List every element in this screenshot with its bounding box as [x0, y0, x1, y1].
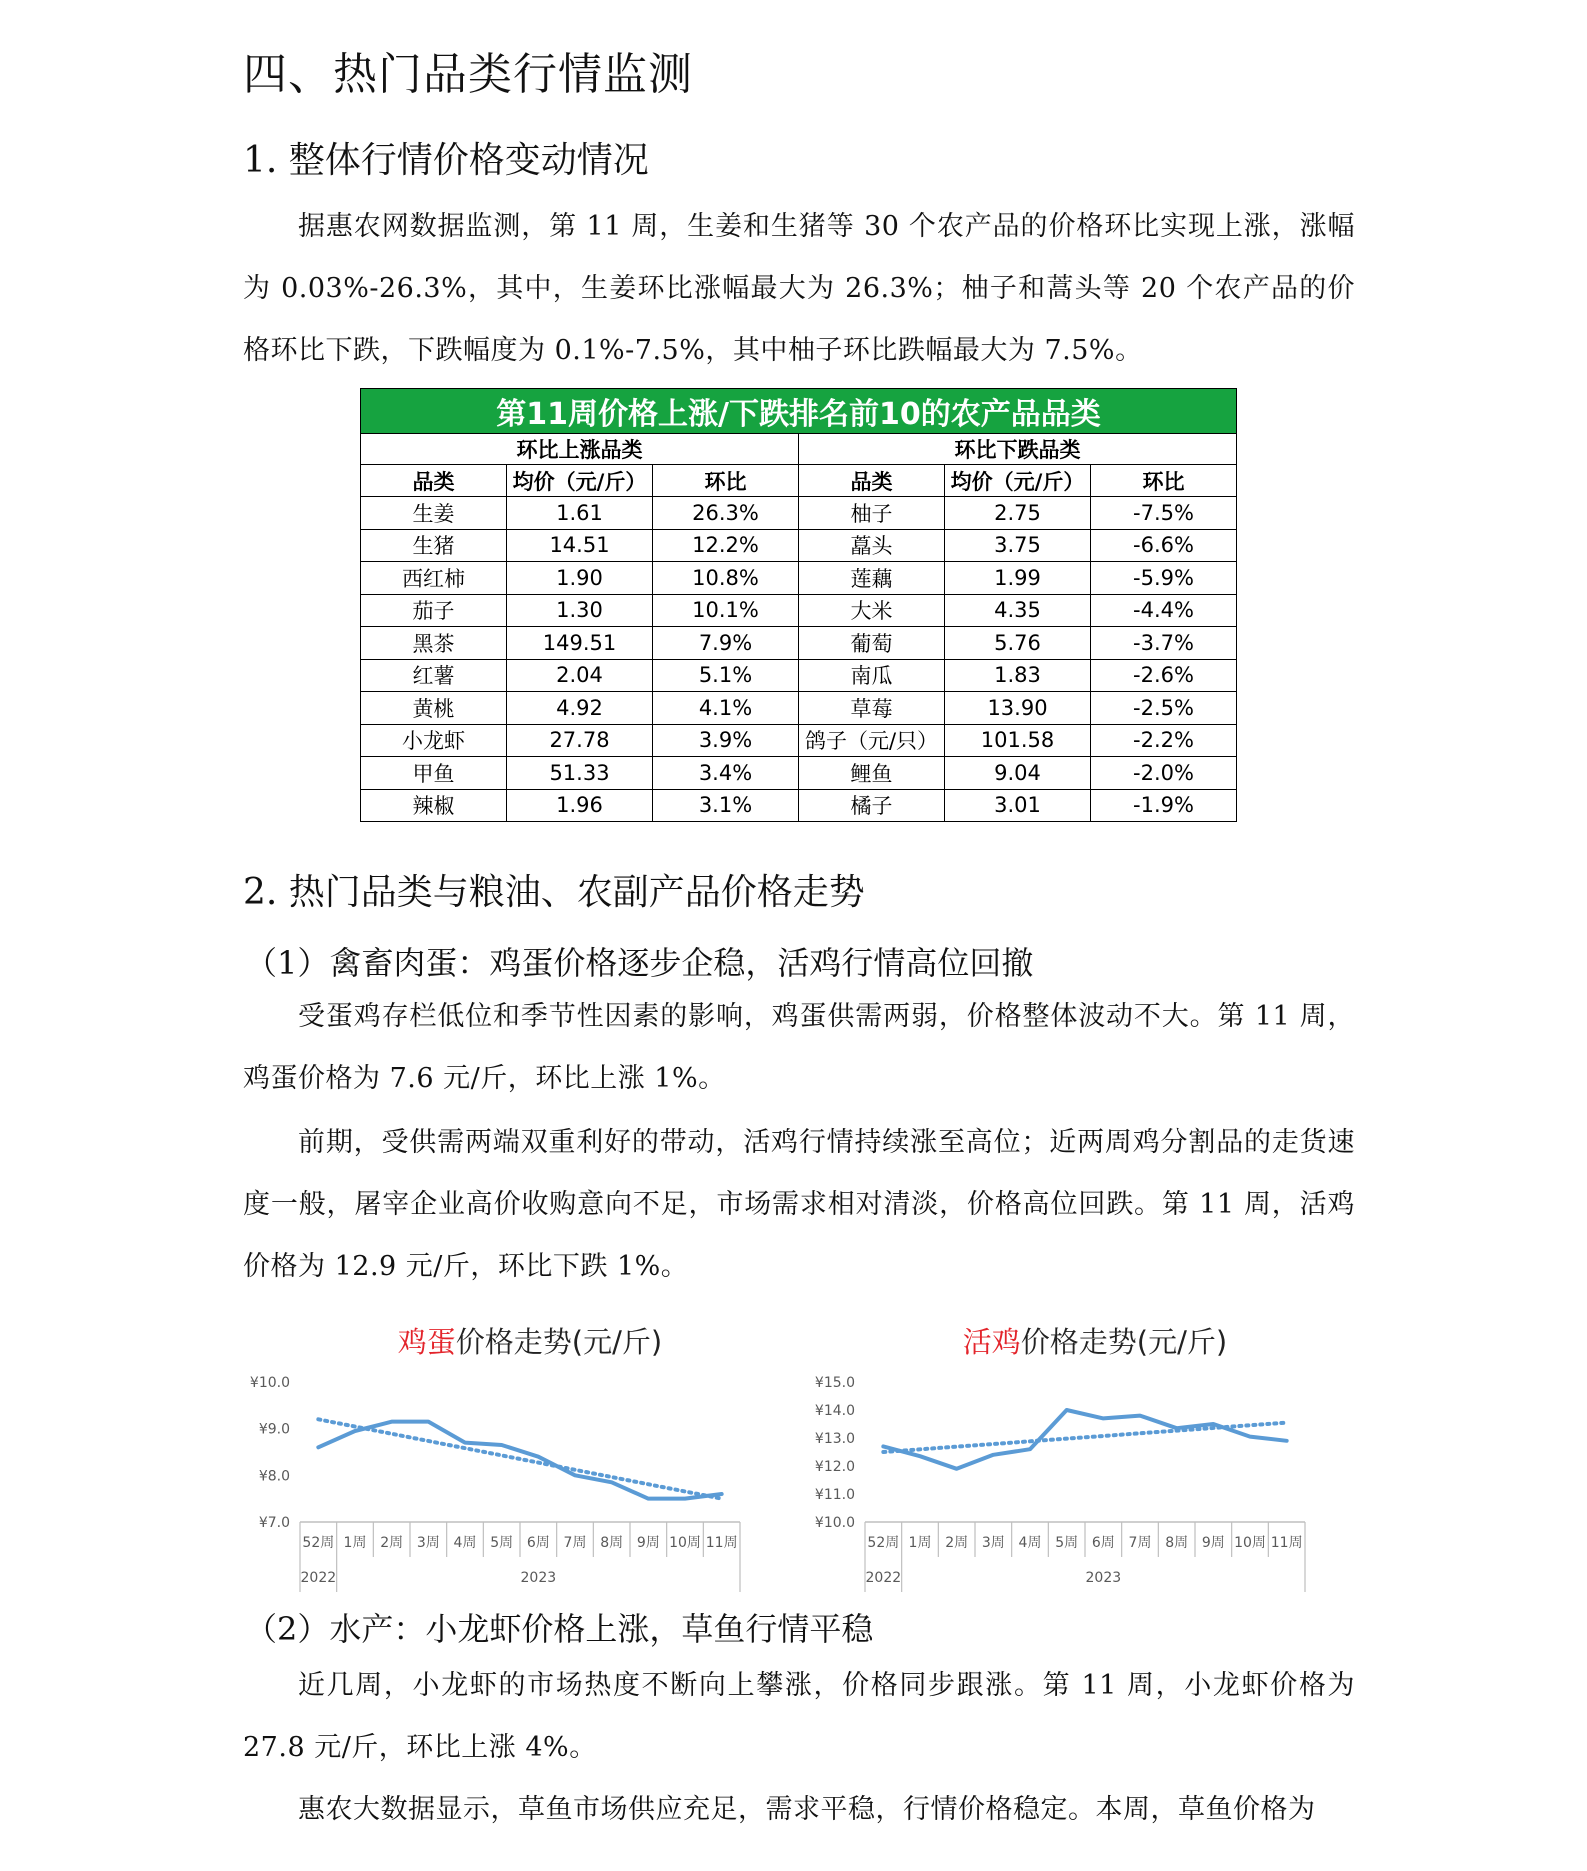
table-cell: -6.6%	[1091, 529, 1237, 562]
table-cell: 1.61	[507, 497, 653, 530]
table-cell: 生猪	[361, 529, 507, 562]
table-cell: 101.58	[945, 724, 1091, 757]
x-tick-label: 10周	[669, 1535, 701, 1551]
table-cell: 3.1%	[653, 789, 799, 822]
x-tick-label: 5周	[1055, 1535, 1079, 1551]
table-cell: 莲藕	[799, 562, 945, 595]
table-cell: 藠头	[799, 529, 945, 562]
table-row	[361, 562, 1237, 595]
table-cell: 鸽子（元/只）	[799, 724, 945, 757]
x-tick-label: 11周	[705, 1535, 738, 1551]
table-cell: 红薯	[361, 659, 507, 692]
series-line	[883, 1410, 1286, 1469]
column-header: 品类	[799, 465, 945, 497]
x-tick-label: 6周	[1091, 1535, 1115, 1551]
x-tick-label: 8周	[1165, 1535, 1189, 1551]
table-cell: 大米	[799, 594, 945, 627]
column-header: 均价（元/斤）	[507, 465, 653, 497]
data-point	[1249, 1435, 1252, 1438]
table-row	[361, 789, 1237, 822]
table-cell: -4.4%	[1091, 594, 1237, 627]
table-cell: 1.83	[945, 659, 1091, 692]
table-cell: 1.99	[945, 562, 1091, 595]
table-row	[361, 692, 1237, 725]
x-tick-label: 52周	[302, 1535, 335, 1551]
table-row	[361, 724, 1237, 757]
x-tick-label: 9周	[1201, 1535, 1225, 1551]
section1-paragraph: 据惠农网数据监测，第 11 周，生姜和生猪等 30 个农产品的价格环比实现上涨，涨幅为 0.03%-26.3%，其中，生姜环比涨幅最大为 26.3%；柚子和蒿头等 20 个农产品的价格环比下跌，下跌幅度为 0.1%-7.5%，其中柚子环比跌幅最大为 7.5%。	[243, 211, 1355, 366]
table-cell: 3.01	[945, 789, 1091, 822]
data-point	[1065, 1409, 1068, 1412]
subsection-livestock-title: （1）禽畜肉蛋：鸡蛋价格逐步企稳，活鸡行情高位回撤	[245, 944, 1034, 982]
table-cell: 柚子	[799, 497, 945, 530]
table-cell: -7.5%	[1091, 497, 1237, 530]
data-point	[882, 1445, 885, 1448]
table-cell: -1.9%	[1091, 789, 1237, 822]
table-cell: -2.5%	[1091, 692, 1237, 725]
table-row	[361, 529, 1237, 562]
table-cell: 1.30	[507, 594, 653, 627]
data-point	[390, 1420, 393, 1423]
x-tick-label: 52周	[867, 1535, 900, 1551]
table-cell: 10.8%	[653, 562, 799, 595]
table-cell: 1.90	[507, 562, 653, 595]
chart-title-rest: 价格走势(元/斤)	[1020, 1325, 1228, 1359]
data-point	[574, 1474, 577, 1477]
data-point	[684, 1497, 687, 1500]
y-tick-label: ¥12.0	[814, 1459, 855, 1475]
crayfish-paragraph: 近几周，小龙虾的市场热度不断向上攀涨，价格同步跟涨。第 11 周，小龙虾价格为 27.8 元/斤，环比上涨 4%。	[243, 1670, 1355, 1763]
data-point	[992, 1453, 995, 1456]
table-cell: 5.1%	[653, 659, 799, 692]
table-title: 第11周价格上涨/下跌排名前10的农产品品类	[361, 389, 1237, 434]
table-cell: 葡萄	[799, 627, 945, 660]
table-cell: 27.78	[507, 724, 653, 757]
price-rank-table-wrap	[360, 388, 1236, 822]
section2-title: 2. 热门品类与粮油、农副产品价格走势	[243, 872, 865, 913]
column-header: 品类	[361, 465, 507, 497]
table-row	[361, 659, 1237, 692]
y-tick-label: ¥10.0	[249, 1375, 290, 1391]
x-tick-label: 8周	[600, 1535, 624, 1551]
table-cell: -3.7%	[1091, 627, 1237, 660]
x-tick-label: 1周	[343, 1535, 367, 1551]
data-point	[610, 1481, 613, 1484]
table-cell: 9.04	[945, 757, 1091, 790]
data-point	[1102, 1417, 1105, 1420]
chicken-price-chart-svg	[805, 1310, 1325, 1595]
table-cell: 51.33	[507, 757, 653, 790]
x-tick-label: 4周	[453, 1535, 477, 1551]
table-cell: -2.2%	[1091, 724, 1237, 757]
table-cell: 149.51	[507, 627, 653, 660]
x-tick-label: 7周	[563, 1535, 587, 1551]
y-tick-label: ¥8.0	[258, 1468, 290, 1485]
egg-price-chart-svg	[240, 1310, 760, 1595]
fall-group-header: 环比下跌品类	[799, 434, 1237, 465]
table-cell: 4.1%	[653, 692, 799, 725]
trendline	[318, 1419, 721, 1498]
data-point	[354, 1430, 357, 1433]
table-row	[361, 594, 1237, 627]
data-point	[1139, 1414, 1142, 1417]
chart-title-rest: 价格走势(元/斤)	[455, 1325, 663, 1359]
data-point	[720, 1493, 723, 1496]
x-tick-label: 2周	[380, 1535, 404, 1551]
x-tick-label: 9周	[636, 1535, 660, 1551]
table-cell: 生姜	[361, 497, 507, 530]
x-tick-label: 11周	[1270, 1535, 1303, 1551]
table-cell: 2.04	[507, 659, 653, 692]
main-heading: 四、热门品类行情监测	[243, 49, 693, 100]
table-cell: 草莓	[799, 692, 945, 725]
table-cell: 13.90	[945, 692, 1091, 725]
column-header: 环比	[653, 465, 799, 497]
table-cell: 甲鱼	[361, 757, 507, 790]
x-tick-label: 3周	[416, 1535, 440, 1551]
table-cell: 1.96	[507, 789, 653, 822]
data-point	[919, 1455, 922, 1458]
chicken-price-chart	[805, 1310, 1325, 1595]
x-year-label: 2022	[865, 1570, 902, 1586]
data-point	[537, 1455, 540, 1458]
table-cell: 茄子	[361, 594, 507, 627]
x-tick-label: 2周	[945, 1535, 969, 1551]
table-cell: 5.76	[945, 627, 1091, 660]
column-header: 均价（元/斤）	[945, 465, 1091, 497]
table-cell: 南瓜	[799, 659, 945, 692]
table-cell: 26.3%	[653, 497, 799, 530]
data-point	[464, 1441, 467, 1444]
table-cell: 小龙虾	[361, 724, 507, 757]
x-year-label: 2023	[520, 1570, 557, 1586]
y-tick-label: ¥13.0	[814, 1431, 855, 1447]
chart-title-highlight: 鸡蛋	[397, 1325, 456, 1359]
section1-title: 1. 整体行情价格变动情况	[243, 140, 649, 181]
x-tick-label: 7周	[1128, 1535, 1152, 1551]
egg-price-chart	[240, 1310, 760, 1595]
data-point	[1175, 1427, 1178, 1430]
table-row	[361, 627, 1237, 660]
table-cell: 鲤鱼	[799, 757, 945, 790]
subsection-aquatic-title: （2）水产：小龙虾价格上涨，草鱼行情平稳	[245, 1610, 874, 1648]
rise-group-header: 环比上涨品类	[361, 434, 799, 465]
data-point	[647, 1497, 650, 1500]
chart-title	[963, 1325, 1227, 1359]
chicken-paragraph: 前期，受供需两端双重利好的带动，活鸡行情持续涨至高位；近两周鸡分割品的走货速度一般，屠宰企业高价收购意向不足，市场需求相对清淡，价格高位回跌。第 11 周，活鸡价格为 12.9 元/斤，环比下跌 1%。	[243, 1127, 1355, 1282]
y-tick-label: ¥10.0	[814, 1515, 855, 1531]
data-point	[1029, 1448, 1032, 1451]
data-point	[427, 1420, 430, 1423]
table-cell: -2.0%	[1091, 757, 1237, 790]
table-cell: 3.9%	[653, 724, 799, 757]
table-cell: 黄桃	[361, 692, 507, 725]
data-point	[1285, 1439, 1288, 1442]
table-cell: 3.4%	[653, 757, 799, 790]
x-tick-label: 4周	[1018, 1535, 1042, 1551]
x-year-label: 2022	[300, 1570, 337, 1586]
table-cell: -5.9%	[1091, 562, 1237, 595]
chart-title	[398, 1325, 662, 1359]
column-header: 环比	[1091, 465, 1237, 497]
table-cell: 12.2%	[653, 529, 799, 562]
x-tick-label: 10周	[1234, 1535, 1266, 1551]
table-cell: 4.92	[507, 692, 653, 725]
table-cell: 辣椒	[361, 789, 507, 822]
table-cell: 10.1%	[653, 594, 799, 627]
x-tick-label: 5周	[490, 1535, 514, 1551]
x-tick-label: 3周	[981, 1535, 1005, 1551]
grass-carp-paragraph: 惠农大数据显示，草鱼市场供应充足，需求平稳，行情价格稳定。本周，草鱼价格为	[298, 1794, 1316, 1825]
table-cell: 2.75	[945, 497, 1091, 530]
chart-title-highlight: 活鸡	[962, 1325, 1021, 1359]
table-row	[361, 757, 1237, 790]
price-rank-table	[360, 388, 1237, 822]
table-cell: 3.75	[945, 529, 1091, 562]
y-tick-label: ¥11.0	[814, 1487, 855, 1503]
table-cell: 橘子	[799, 789, 945, 822]
y-tick-label: ¥15.0	[814, 1375, 855, 1391]
x-tick-label: 1周	[908, 1535, 932, 1551]
table-cell: -2.6%	[1091, 659, 1237, 692]
table-cell: 黑茶	[361, 627, 507, 660]
table-cell: 西红柿	[361, 562, 507, 595]
x-year-label: 2023	[1085, 1570, 1122, 1586]
table-cell: 7.9%	[653, 627, 799, 660]
table-row	[361, 497, 1237, 530]
x-tick-label: 6周	[526, 1535, 550, 1551]
y-tick-label: ¥14.0	[814, 1403, 855, 1419]
egg-paragraph: 受蛋鸡存栏低位和季节性因素的影响，鸡蛋供需两弱，价格整体波动不大。第 11 周，鸡蛋价格为 7.6 元/斤，环比上涨 1%。	[243, 1001, 1355, 1094]
table-cell: 14.51	[507, 529, 653, 562]
data-point	[1212, 1423, 1215, 1426]
y-tick-label: ¥7.0	[258, 1515, 290, 1531]
data-point	[317, 1446, 320, 1449]
data-point	[955, 1467, 958, 1470]
y-tick-label: ¥9.0	[258, 1421, 290, 1438]
table-cell: 4.35	[945, 594, 1091, 627]
data-point	[500, 1444, 503, 1447]
